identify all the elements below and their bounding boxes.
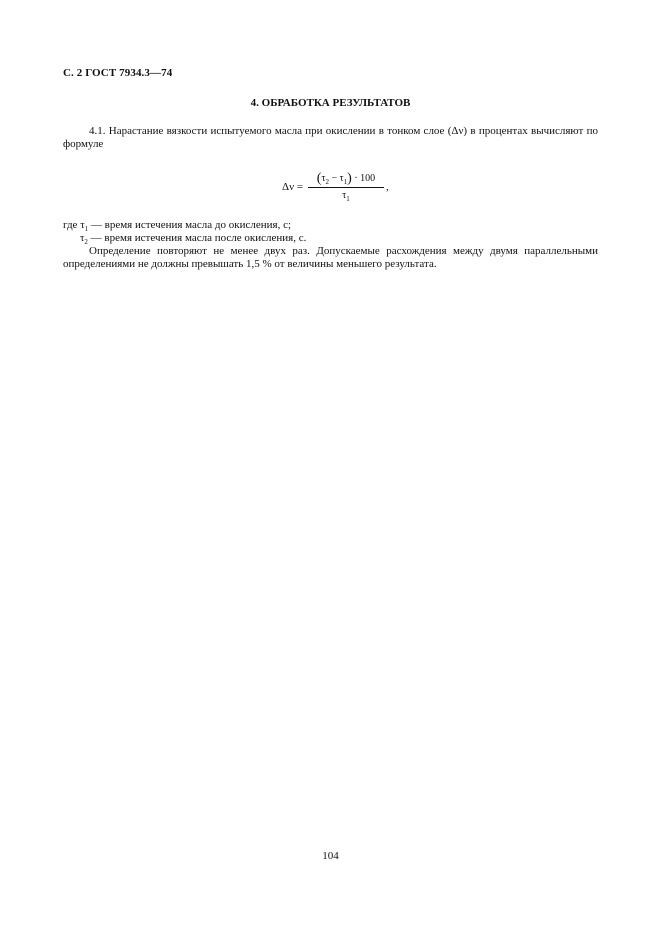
paragraph-repeatability: Определение повторяют не менее двух раз. Допускаемые расхождения между двумя параллельными определениями не должны превышать 1,5 % от величины меньшего результата.	[63, 245, 598, 270]
subscript-1: 1	[84, 225, 89, 234]
page-number: 104	[322, 850, 339, 862]
open-paren: (	[316, 171, 322, 186]
fraction-bar	[308, 187, 384, 188]
formula-comma: ,	[386, 181, 389, 193]
formula-numerator	[308, 172, 384, 185]
minus-sign: −	[329, 173, 340, 184]
times-100: · 100	[351, 173, 376, 184]
subscript-2: 2	[325, 178, 329, 186]
subscript-1: 1	[346, 195, 350, 203]
tau-symbol: τ	[321, 173, 326, 184]
where-prefix: где τ	[63, 219, 85, 231]
tau-symbol: τ	[342, 190, 347, 201]
paragraph-4-1: 4.1. Нарастание вязкости испытуемого масла при окислении в тонком слое (Δν) в процентах вычисляют по формуле	[63, 125, 598, 150]
where-definition: — время истечения масла до окисления, с;	[88, 219, 292, 231]
where-prefix: τ	[80, 232, 85, 244]
close-paren: )	[347, 171, 352, 186]
subscript-2: 2	[84, 238, 88, 247]
formula-denominator	[308, 190, 384, 203]
tau-symbol: τ	[339, 173, 344, 184]
formula-lhs: Δν =	[282, 181, 304, 193]
page-header: С. 2 ГОСТ 7934.3—74	[63, 67, 173, 79]
where-definition: — время истечения масла после окисления, с.	[87, 232, 307, 244]
subscript-1: 1	[343, 178, 348, 186]
formula-fraction	[308, 172, 384, 203]
section-title: 4. ОБРАБОТКА РЕЗУЛЬТАТОВ	[250, 97, 411, 109]
